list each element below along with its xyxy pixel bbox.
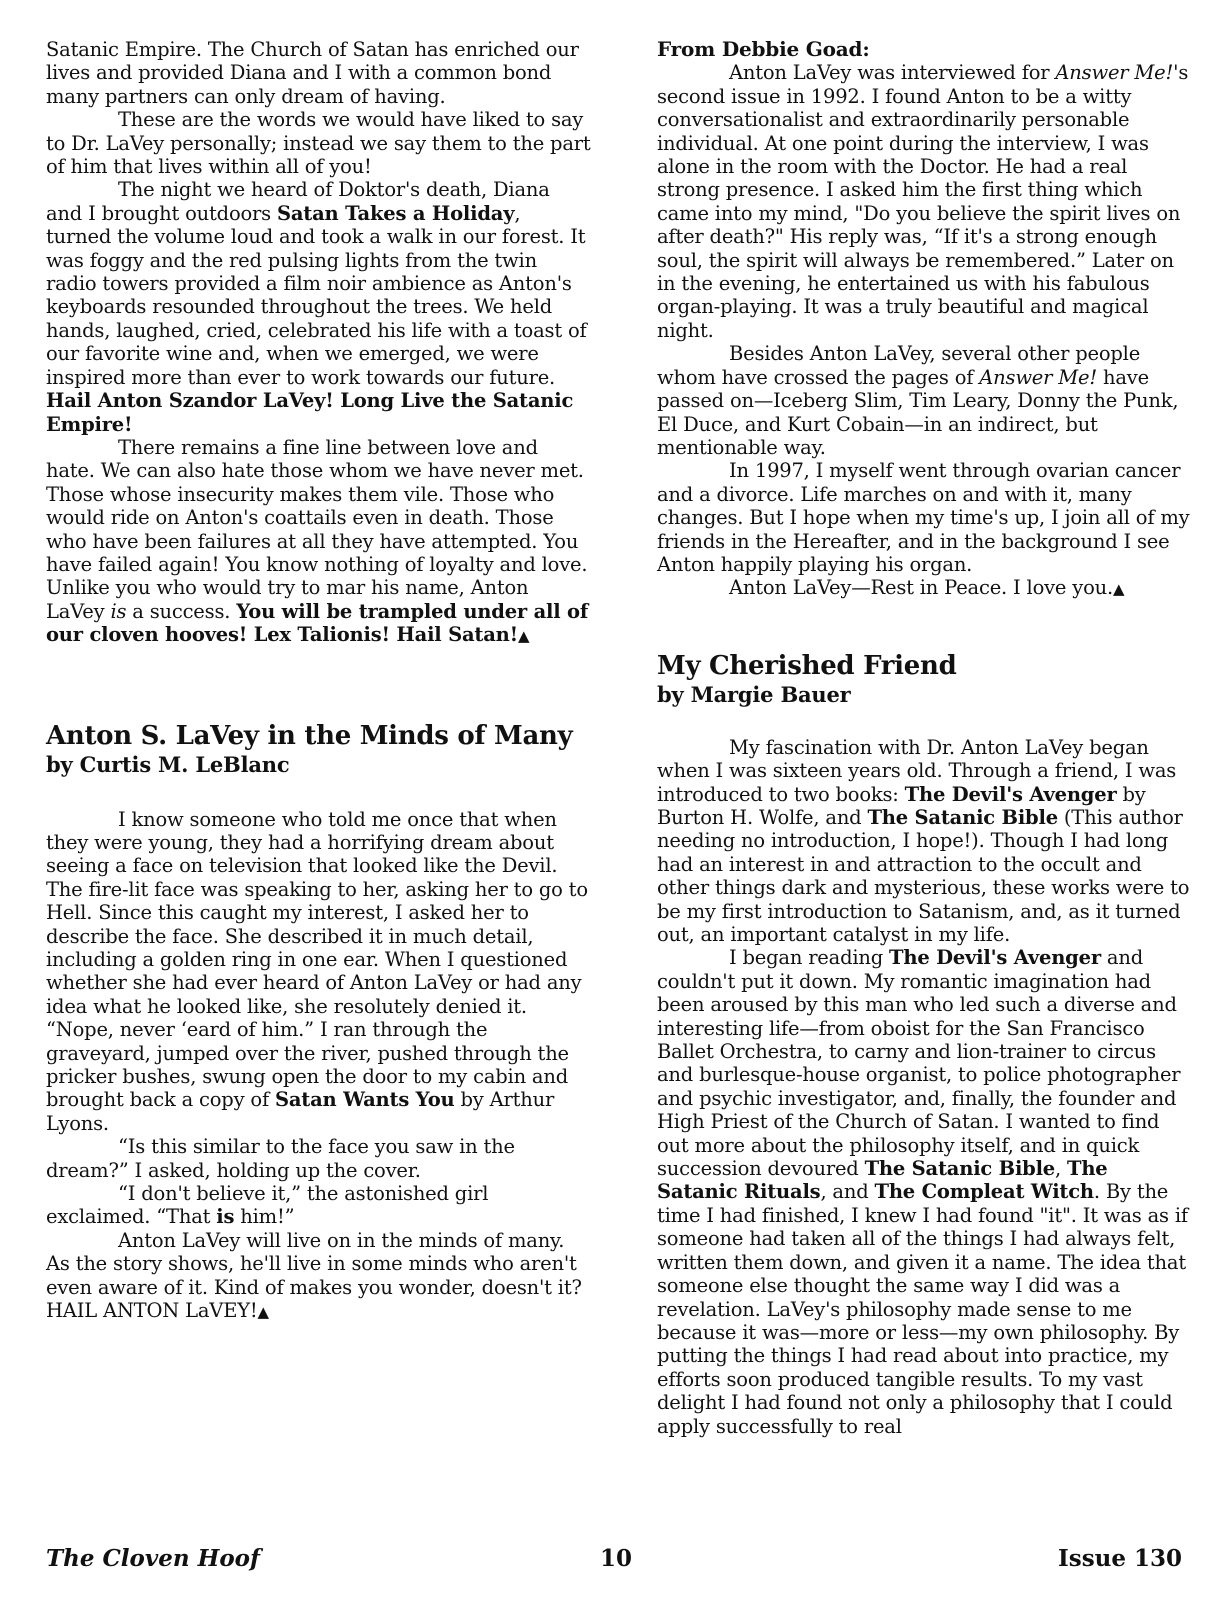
article-title: Anton S. LaVey in the Minds of Many	[46, 720, 573, 751]
article-byline: by Curtis M. LeBlanc	[46, 751, 290, 777]
right-column	[657, 38, 1192, 1438]
fine-line-paragraph: There remains a fine line between love and hate. We can also hate those whom we have never met. Those whose insecurity makes them vile. Those who would ride on Anton's coattails even in death. Those who have been failures at all they have attempted. You have failed again! You know nothing of loyalty and love. Unlike you who would try to mar his name, Anton LaVey is a success. You will be trampled under all of our cloven hooves! Lex Talionis! Hail Satan!▲	[46, 435, 589, 647]
debbie-paragraph: Anton LaVey—Rest in Peace. I love you.▲	[729, 576, 1125, 600]
end-mark-icon: ▲	[257, 1303, 269, 1322]
issue-number: Issue 130	[1058, 1545, 1183, 1572]
end-mark-icon: ▲	[1112, 580, 1125, 599]
article-paragraph: Anton LaVey will live on in the minds of many. As the story shows, he'll live in some minds who aren't even aware of it. Kind of makes you wonder, doesn't it? HAIL ANTON LaVEY!▲	[46, 1228, 582, 1323]
debbie-paragraph: Anton LaVey was interviewed for Answer Me!'s second issue in 1992. I found Anton to be a witty conversationalist and extraordinarily personable individual. At one point during the interview, I was alone in the room with the Doctor. He had a real strong presence. I asked him the first thing which came into my mind, "Do you believe the spirit lives on after death?" His reply was, “If it's a strong enough soul, the spirit will always be remembered.” Later on in the evening, he entertained us with his fabulous organ-playing. It was a truly beautiful and magical night.	[657, 61, 1189, 342]
left-column	[46, 38, 591, 1325]
album-title: Satan Takes a Holiday	[276, 201, 515, 225]
publication-name: The Cloven Hoof	[46, 1545, 260, 1572]
article-paragraph: “I don't believe it,” the astonished girl exclaimed. “That is him!”	[46, 1182, 489, 1229]
continued-paragraph: These are the words we would have liked to say to Dr. LaVey personally; instead we say them to the part of him that lives within all of you!	[46, 108, 591, 179]
article-paragraph: My fascination with Dr. Anton LaVey began when I was sixteen years old. Through a friend, I was introduced to two books: The Devil's Avenger by Burton H. Wolfe, and The Satanic Bible (This author needing no introduction, I hope!). Though I had long had an interest in and attraction to the occult and other things dark and mysterious, these works were to be my first introduction to Satanism, and, as it turned out, an important catalyst in my life.	[657, 735, 1190, 946]
article-paragraph: I know someone who told me once that when they were young, they had a horrifying dream about seeing a face on television that looked like the Devil. The fire-lit face was speaking to her, asking her to go to Hell. Since this caught my interest, I asked her to describe the face. She described it in much detail, including a golden ring in one ear. When I questioned whether she had ever heard of Anton LaVey or had any idea what he looked like, she resolutely denied it. “Nope, never ‘eard of him.” I ran through the graveyard, jumped over the river, pushed through the pricker bushes, swung open the door to my cabin and brought back a copy of Satan Wants You by Arthur Lyons.	[46, 807, 588, 1135]
book-title: Satan Wants You	[274, 1088, 455, 1112]
page-number: 10	[600, 1545, 633, 1572]
doktor-death-paragraph: The night we heard of Doktor's death, Diana and I brought outdoors Satan Takes a Holiday, turned the volume loud and took a walk in our forest. It was foggy and the red pulsing lights from the twin radio towers provided a film noir ambience as Anton's keyboards resounded throughout the trees. We held hands, laughed, cried, celebrated his life with a toast of our favorite wine and, when we emerged, we were inspired more than ever to work towards our future. Hail Anton Szandor LaVey! Long Live the Satanic Empire!	[46, 178, 587, 436]
article-paragraph: I began reading The Devil's Avenger and couldn't put it down. My romantic imagination had been aroused by this man who led such a diverse and interesting life—from oboist for the San Francisco Ballet Orchestra, to carny and lion-trainer to circus and burlesque-house organist, to police photographer and psychic investigator, and, finally, the founder and High Priest of the Church of Satan. I wanted to find out more about the philosophy itself, and in quick succession devoured The Satanic Bible, The Satanic Rituals, and The Compleat Witch. By the time I had finished, I knew I had found "it". It was as if someone had taken all of the things I had always felt, written them down, and given it a name. The idea that someone else thought the same way I did was a revelation. LaVey's philosophy made sense to me because it was—more or less—my own philosophy. By putting the things I had read about into practice, my efforts soon produced tangible results. To my vast delight I had found not only a philosophy that I could apply successfully to real	[657, 946, 1188, 1438]
debbie-paragraph: In 1997, I myself went through ovarian cancer and a divorce. Life marches on and with it, many changes. But I hope when my time's up, I join all of my friends in the Hereafter, and in the background I see Anton happily playing his organ.	[657, 459, 1190, 576]
continued-paragraph: Satanic Empire. The Church of Satan has enriched our lives and provided Diana and I with a common bond many partners can only dream of having.	[46, 38, 579, 108]
section-heading: From Debbie Goad:	[657, 37, 870, 61]
debbie-paragraph: Besides Anton LaVey, several other people whom have crossed the pages of Answer Me! have passed on—Iceberg Slim, Tim Leary, Donny the Punk, El Duce, and Kurt Cobain—in an indirect, but mentionable way.	[657, 342, 1179, 459]
end-mark-icon: ▲	[518, 627, 530, 646]
article-byline: by Margie Bauer	[657, 681, 851, 707]
article-paragraph: “Is this similar to the face you saw in the dream?” I asked, holding up the cover.	[46, 1135, 515, 1182]
article-title: My Cherished Friend	[657, 650, 957, 681]
